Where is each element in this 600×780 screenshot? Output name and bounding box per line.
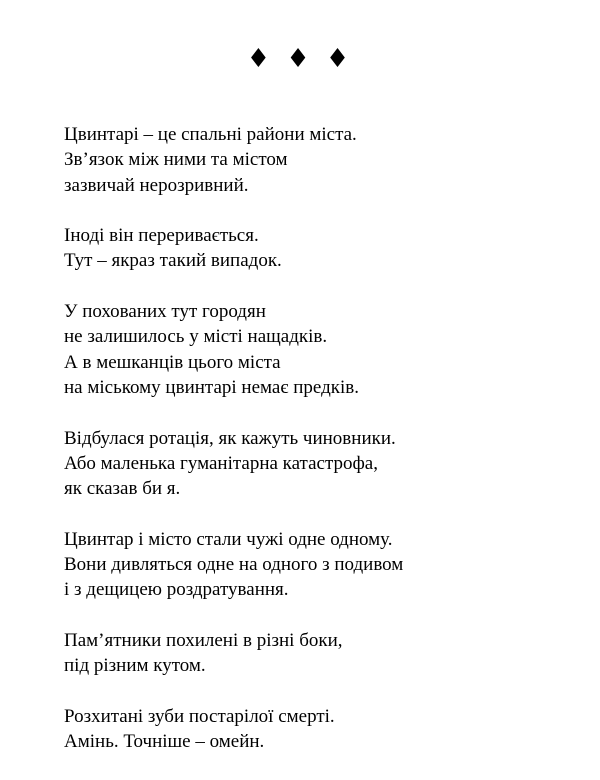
section-divider-ornament: ♦ ♦ ♦: [246, 44, 354, 74]
poem-line: Іноді він переривається.: [64, 225, 259, 247]
poem-line: Цвинтарі – це спальні райони міста.: [64, 124, 357, 145]
poem-line: Зв’язок між ними та містом: [64, 149, 288, 171]
poem-line: Відбулася ротація, як кажуть чиновники.: [64, 427, 396, 449]
poem-line: і з дещицею роздратування.: [64, 579, 289, 601]
poem-line: Або маленька гуманітарна катастрофа,: [64, 452, 378, 474]
stanza-5: [64, 527, 584, 603]
stanza-1: [64, 122, 584, 198]
poem-line: У похованих тут городян: [64, 301, 266, 323]
poem-line: Розхитані зуби постарілої смерті.: [64, 705, 335, 727]
poem-line: Амінь. Точніше – омейн.: [64, 731, 265, 753]
stanza-6: [64, 628, 584, 679]
stanza-3: [64, 299, 584, 400]
stanza-4: [64, 426, 584, 502]
poem-line: на міському цвинтарі немає предків.: [64, 376, 359, 398]
stanza-2: [64, 223, 584, 274]
poem-body: [64, 122, 584, 780]
poem-line: Цвинтар і місто стали чужі одне одному.: [64, 528, 393, 550]
poem-line: під різним кутом.: [64, 655, 206, 677]
poem-line: не залишилось у місті нащадків.: [64, 326, 328, 348]
poem-line: Пам’ятники похилені в різні боки,: [64, 629, 343, 651]
poem-line: Вони дивляться одне на одного з подивом: [64, 554, 404, 576]
stanza-7: [64, 704, 584, 755]
poem-line: як сказав би я.: [64, 478, 181, 500]
poem-line: А в мешканців цього міста: [64, 351, 281, 373]
poem-line: зазвичай нерозривний.: [64, 174, 249, 196]
poem-line: Тут – якраз такий випадок.: [64, 250, 282, 272]
